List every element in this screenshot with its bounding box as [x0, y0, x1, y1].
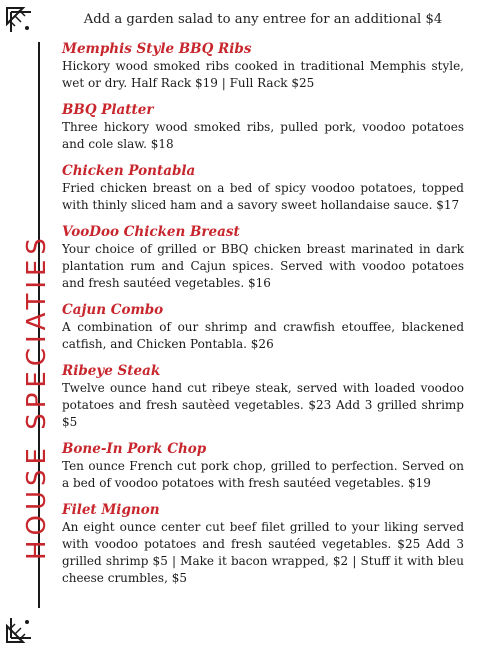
salad-notice: Add a garden salad to any entree for an additional $4	[83, 12, 443, 27]
item-description: Twelve ounce hand cut ribeye steak, served with loaded voodoo potatoes and fresh sautèed vegetables. $23 Add 3 grilled shrimp $5	[62, 381, 464, 429]
item-name: Ribeye Steak	[62, 363, 161, 379]
menu-item	[62, 502, 464, 587]
menu-item	[62, 163, 464, 214]
item-name: VooDoo Chicken Breast	[62, 224, 240, 240]
item-name: Cajun Combo	[62, 302, 164, 318]
item-name: Memphis Style BBQ Ribs	[62, 41, 252, 57]
menu-item	[62, 102, 464, 153]
item-name: Bone-In Pork Chop	[62, 441, 207, 457]
menu-item	[62, 302, 464, 353]
menu-item	[62, 363, 464, 431]
menu-item	[62, 224, 464, 292]
item-description: An eight ounce center cut beef filet grilled to your liking served with voodoo potatoes and fresh sautéed vegetables. $25 Add 3 grilled shrimp $5 | Make it bacon wrapped, $2 | Stuff it with bleu cheese crumbles, $5	[62, 520, 464, 585]
item-name: BBQ Platter	[62, 102, 154, 118]
item-description: Ten ounce French cut pork chop, grilled to perfection. Served on a bed of voodoo potatoes with fresh sautéed vegetables. $19	[62, 459, 464, 490]
item-description: Three hickory wood smoked ribs, pulled pork, voodoo potatoes and cole slaw. $18	[62, 120, 464, 151]
menu-item	[62, 41, 464, 92]
left-decorative-band	[0, 0, 56, 650]
menu-item	[62, 441, 464, 492]
item-description: A combination of our shrimp and crawfish etouffee, blackened catfish, and Chicken Pontabla. $26	[62, 320, 464, 351]
tribal-ornament-icon	[3, 610, 39, 646]
item-description: Hickory wood smoked ribs cooked in traditional Memphis style, wet or dry. Half Rack $19 | Full Rack $25	[62, 59, 464, 90]
item-description: Your choice of grilled or BBQ chicken breast marinated in dark plantation rum and Cajun spices. Served with voodoo potatoes and fresh sautéed vegetables. $16	[62, 242, 464, 290]
menu-content	[62, 8, 464, 597]
item-name: Chicken Pontabla	[62, 163, 196, 179]
side-title: HOUSE SPECIATIES	[22, 233, 52, 560]
item-description: Fried chicken breast on a bed of spicy voodoo potatoes, topped with thinly sliced ham and a savory sweet hollandaise sauce. $17	[62, 181, 464, 212]
item-name: Filet Mignon	[62, 502, 160, 518]
tribal-ornament-icon	[3, 4, 39, 40]
